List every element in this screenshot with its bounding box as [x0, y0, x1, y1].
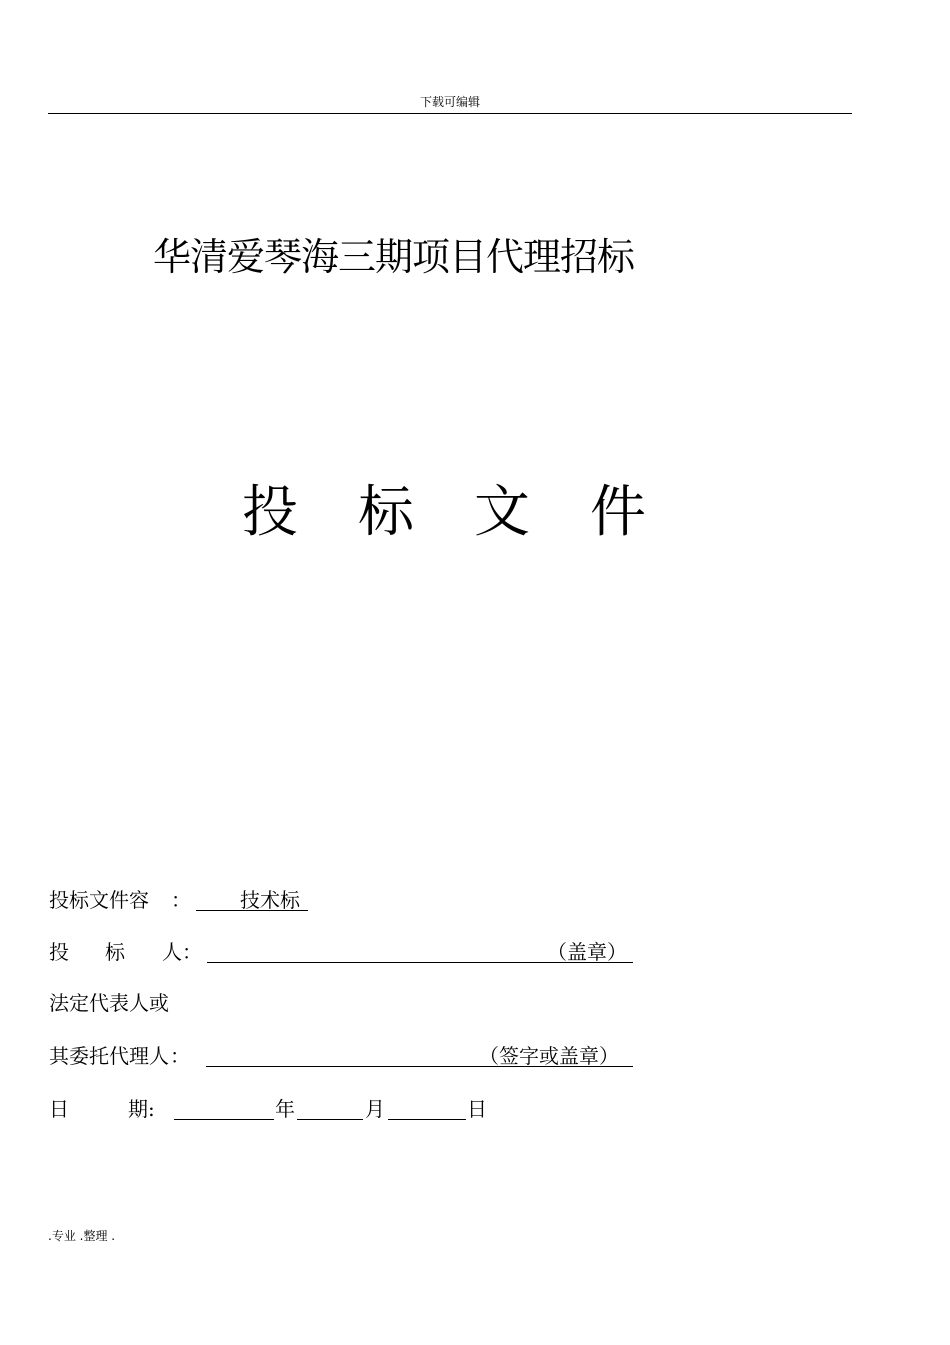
- date-label-char: 日: [49, 1097, 69, 1121]
- day-underline: [388, 1119, 466, 1120]
- header-text: 下载可编辑: [419, 95, 480, 109]
- date-colon: :: [148, 1097, 155, 1121]
- legal-rep-label-line1: 法定代表人或: [49, 991, 169, 1015]
- month-label: 月: [365, 1097, 385, 1121]
- document-title-char: 投: [242, 480, 298, 545]
- legal-rep-sign-note: （签字或盖章）: [479, 1044, 619, 1068]
- month-underline: [297, 1119, 363, 1120]
- header-rule: [48, 113, 852, 114]
- bidder-underline: [207, 962, 633, 963]
- day-label: 日: [467, 1097, 487, 1121]
- year-label: 年: [275, 1097, 295, 1121]
- bidder-label-char: 人: [162, 940, 182, 964]
- document-title-char: 文: [474, 480, 530, 545]
- bidder-seal-note: （盖章）: [547, 940, 627, 964]
- document-title-char: 标: [358, 480, 414, 545]
- bidder-label-char: 标: [105, 940, 125, 964]
- bidder-colon: ：: [182, 940, 202, 964]
- legal-rep-colon: ：: [170, 1044, 190, 1068]
- date-label-char: 期: [128, 1097, 148, 1121]
- project-title: 华清爱琴海三期项目代理招标: [153, 235, 635, 279]
- content-label: 投标文件容: [49, 888, 149, 912]
- legal-rep-underline: [206, 1066, 633, 1067]
- page-footer: .专业 .整理 .: [48, 1229, 116, 1243]
- document-title-char: 件: [590, 480, 646, 545]
- content-colon: ：: [171, 888, 191, 912]
- year-underline: [174, 1119, 274, 1120]
- content-underline: [196, 910, 308, 911]
- content-value: 技术标: [240, 888, 300, 912]
- bidder-label-char: 投: [49, 940, 69, 964]
- legal-rep-label-line2: 其委托代理人: [49, 1044, 169, 1068]
